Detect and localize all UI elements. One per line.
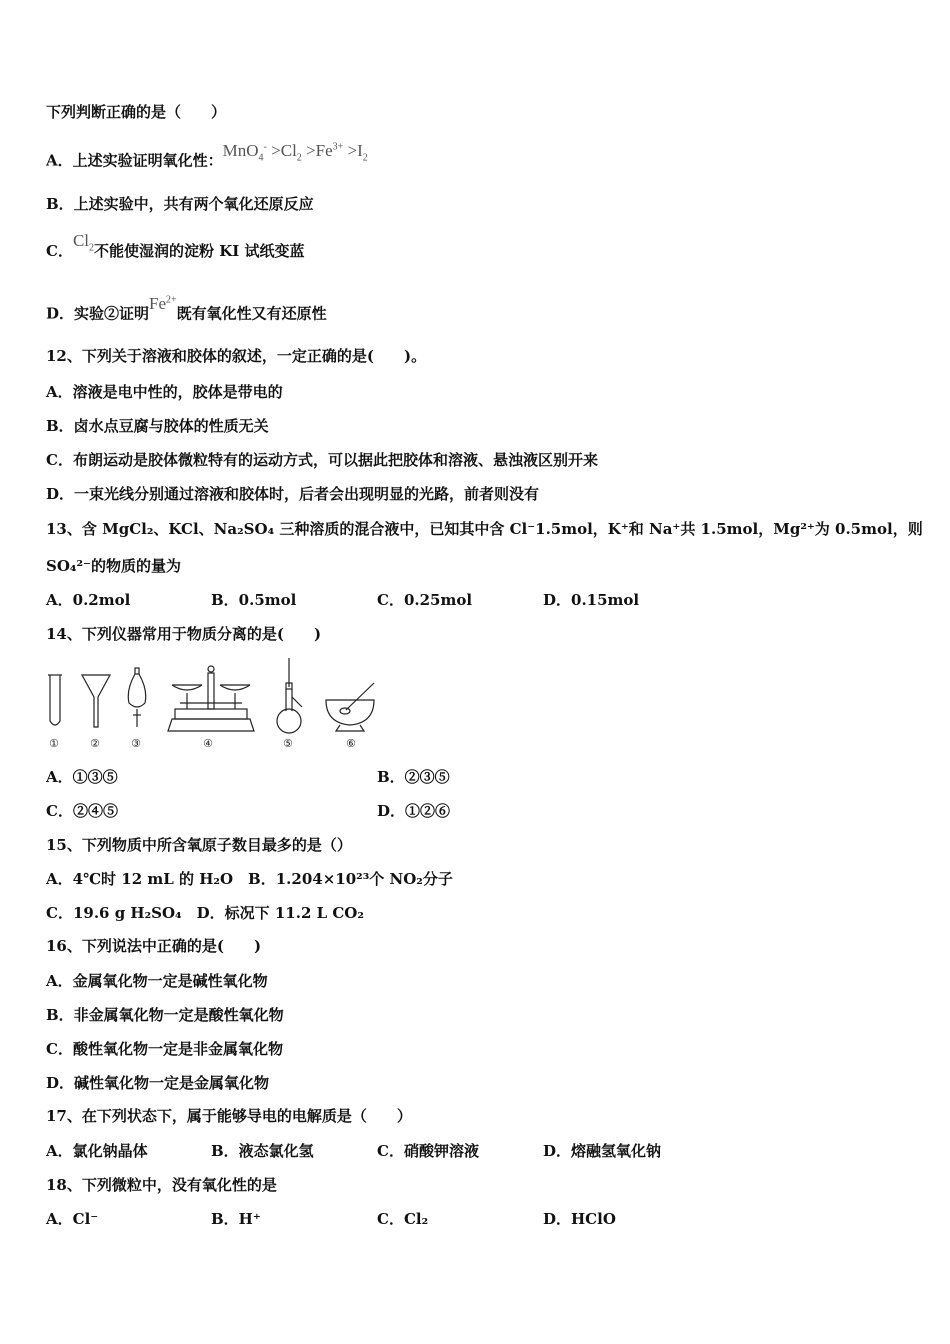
apparatus-label: ② xyxy=(90,737,100,750)
formula-part: >Cl xyxy=(266,140,297,160)
q17-option-a[interactable]: A．氯化钠晶体 xyxy=(46,1142,148,1160)
q11-option-a-formula xyxy=(222,140,368,164)
q16-option-b[interactable]: B．非金属氧化物一定是酸性氧化物 xyxy=(46,1006,284,1024)
balance-scale-icon xyxy=(168,666,254,731)
mortar-pestle-icon xyxy=(326,683,374,731)
distillation-flask-icon xyxy=(277,658,302,733)
q13-option-a[interactable]: A．0.2mol xyxy=(46,591,131,609)
q13-stem-line2: SO₄²⁻的物质的量为 xyxy=(46,557,181,575)
formula-sub: 4 xyxy=(258,152,264,164)
formula-part: >Fe xyxy=(301,140,333,160)
q12-option-c[interactable]: C．布朗运动是胶体微粒特有的运动方式，可以据此把胶体和溶液、悬浊液区别开来 xyxy=(46,451,598,469)
q11-stem: 下列判断正确的是（ ） xyxy=(46,103,227,121)
formula-sup: - xyxy=(263,141,267,152)
separatory-funnel-icon xyxy=(128,668,146,727)
q11-option-c-formula xyxy=(72,231,95,254)
q11-option-d[interactable] xyxy=(46,293,327,323)
q17-stem: 17、在下列状态下，属于能够导电的电解质是（ ） xyxy=(46,1107,412,1125)
q16-option-d[interactable]: D．碱性氧化物一定是金属氧化物 xyxy=(46,1074,270,1092)
q18-option-d[interactable]: D．HClO xyxy=(543,1210,616,1228)
q11-option-a-text: A．上述实验证明氧化性： xyxy=(46,151,223,170)
q16-option-c[interactable]: C．酸性氧化物一定是非金属氧化物 xyxy=(46,1040,283,1058)
q13-option-d[interactable]: D．0.15mol xyxy=(543,591,640,609)
funnel-icon xyxy=(82,675,110,727)
q16-option-a[interactable]: A．金属氧化物一定是碱性氧化物 xyxy=(46,972,268,990)
formula-part: >I xyxy=(343,140,363,160)
q14-stem: 14、下列仪器常用于物质分离的是( ) xyxy=(46,625,322,643)
q18-stem: 18、下列微粒中，没有氧化性的是 xyxy=(46,1176,277,1194)
q11-option-d-label: D．实验②证明 xyxy=(46,304,150,323)
q17-option-d[interactable]: D．熔融氢氧化钠 xyxy=(543,1142,662,1160)
q15-stem: 15、下列物质中所含氧原子数目最多的是（） xyxy=(46,836,352,854)
q13-option-b[interactable]: B．0.5mol xyxy=(211,591,297,609)
q14-option-d[interactable]: D．①②⑥ xyxy=(377,802,451,820)
formula-sup: 3+ xyxy=(332,141,344,152)
q11-option-c[interactable] xyxy=(46,231,305,267)
q17-option-c[interactable]: C．硝酸钾溶液 xyxy=(377,1142,479,1160)
apparatus-label: ⑥ xyxy=(346,737,356,750)
q11-option-c-label: C． xyxy=(46,242,73,260)
formula-part: Fe xyxy=(149,293,167,313)
formula-part: MnO xyxy=(222,140,259,160)
apparatus-label: ④ xyxy=(203,737,213,750)
q16-stem: 16、下列说法中正确的是( ) xyxy=(46,937,262,955)
q15-options-ab[interactable]: A．4℃时 12 mL 的 H₂O B．1.204×10²³个 NO₂分子 xyxy=(46,870,453,888)
q12-stem: 12、下列关于溶液和胶体的叙述，一定正确的是( )。 xyxy=(46,347,427,365)
q12-option-d[interactable]: D．一束光线分别通过溶液和胶体时，后者会出现明显的光路，前者则没有 xyxy=(46,485,540,503)
q15-options-cd[interactable]: C．19.6 g H₂SO₄ D．标况下 11.2 L CO₂ xyxy=(46,904,364,922)
q11-option-d-formula xyxy=(149,294,177,313)
formula-sub: 2 xyxy=(296,152,302,164)
q11-option-a[interactable] xyxy=(46,140,368,177)
q13-stem-line1: 13、含 MgCl₂、KCl、Na₂SO₄ 三种溶质的混合液中，已知其中含 Cl⁻1.5mol，K⁺和 Na⁺共 1.5mol，Mg²⁺为 0.5mol，则 xyxy=(46,520,923,538)
q18-option-a[interactable]: A．Cl⁻ xyxy=(46,1210,99,1228)
q14-option-a[interactable]: A．①③⑤ xyxy=(46,768,118,786)
apparatus-label: ⑤ xyxy=(283,737,293,750)
lab-apparatus-figure xyxy=(40,655,390,755)
test-tube-icon xyxy=(48,675,62,725)
q12-option-a[interactable]: A．溶液是电中性的，胶体是带电的 xyxy=(46,383,283,401)
formula-sub: 2 xyxy=(362,152,368,164)
formula-part: Cl xyxy=(72,231,90,250)
q11-option-d-text: 既有氧化性又有还原性 xyxy=(176,304,327,323)
q17-option-b[interactable]: B．液态氯化氢 xyxy=(211,1142,314,1160)
apparatus-label: ① xyxy=(49,737,59,750)
q11-option-c-text: 不能使湿润的淀粉 KI 试纸变蓝 xyxy=(94,242,305,260)
q12-option-b[interactable]: B．卤水点豆腐与胶体的性质无关 xyxy=(46,417,269,435)
q11-option-b[interactable]: B．上述实验中，共有两个氧化还原反应 xyxy=(46,195,314,213)
q18-option-b[interactable]: B．H⁺ xyxy=(211,1210,261,1228)
formula-sub: 2 xyxy=(89,242,95,254)
q14-option-c[interactable]: C．②④⑤ xyxy=(46,802,118,820)
q13-option-c[interactable]: C．0.25mol xyxy=(377,591,473,609)
formula-sup: 2+ xyxy=(166,294,177,305)
q18-option-c[interactable]: C．Cl₂ xyxy=(377,1210,429,1228)
q14-option-b[interactable]: B．②③⑤ xyxy=(377,768,450,786)
apparatus-label: ③ xyxy=(131,737,141,750)
